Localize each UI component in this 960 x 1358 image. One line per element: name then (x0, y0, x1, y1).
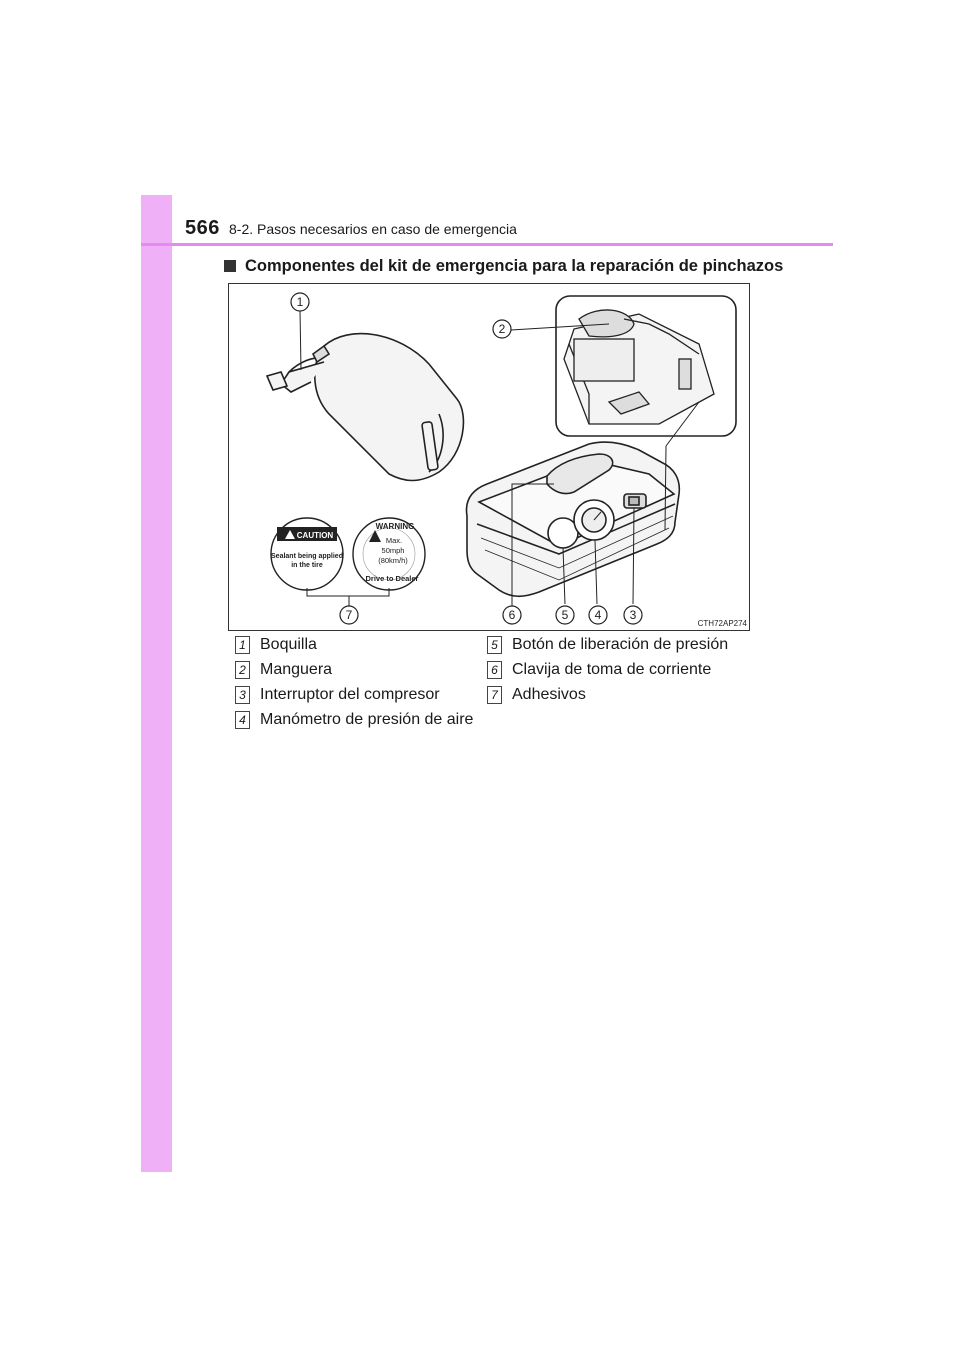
legend-number: 5 (487, 636, 502, 654)
legend-item (235, 661, 332, 679)
legend-item (235, 636, 317, 654)
section-heading (224, 257, 783, 276)
page-number: 566 (185, 217, 220, 239)
side-tab-bar (141, 195, 172, 1172)
sealant-bottle (267, 334, 463, 481)
caution-heading: CAUTION (296, 531, 334, 540)
legend-number: 2 (235, 661, 250, 679)
legend-label: Botón de liberación de presión (512, 636, 729, 653)
callout-5: 5 (561, 608, 569, 622)
legend-item (487, 636, 728, 654)
compressor-unit (466, 442, 679, 596)
header-rule (141, 243, 833, 246)
legend-label: Clavija de toma de corriente (512, 661, 712, 678)
legend-label: Interruptor del compresor (260, 686, 440, 703)
legend-number: 1 (235, 636, 250, 654)
legend-item (487, 661, 711, 679)
legend-number: 4 (235, 711, 250, 729)
caution-line-2: in the tire (291, 562, 323, 569)
square-bullet-icon (224, 260, 236, 272)
warning-heading: WARNING (375, 522, 415, 531)
callout-6: 6 (508, 608, 516, 622)
legend-number: 7 (487, 686, 502, 704)
caution-line-1: Sealant being applied (271, 553, 343, 560)
callout-2: 2 (498, 322, 506, 336)
legend-label: Adhesivos (512, 686, 586, 703)
callout-3: 3 (629, 608, 637, 622)
caution-sticker (271, 518, 343, 590)
hose-detail-inset (511, 296, 736, 436)
legend-label: Manómetro de presión de aire (260, 711, 474, 728)
legend-label: Manguera (260, 661, 333, 678)
callout-1: 1 (296, 295, 304, 309)
section-title-text: Componentes del kit de emergencia para la reparación de pinchazos (245, 257, 784, 275)
warning-line-3: (80km/h) (378, 556, 408, 565)
figure-code: CTH72AP274 (697, 619, 747, 628)
legend-item (487, 686, 586, 704)
warning-line-2: 50mph (381, 546, 405, 555)
warning-line-1: Max. (385, 536, 403, 545)
legend-number: 6 (487, 661, 502, 679)
callout-7: 7 (345, 608, 353, 622)
legend-label: Boquilla (260, 636, 317, 653)
repair-kit-illustration (228, 283, 750, 631)
legend-item (235, 686, 440, 704)
callout-4: 4 (594, 608, 602, 622)
legend-number: 3 (235, 686, 250, 704)
warning-sticker (353, 518, 425, 590)
legend-item (235, 711, 473, 729)
header-section-path: 8-2. Pasos necesarios en caso de emergencia (229, 221, 517, 237)
warning-footer: Drive to Dealer (365, 574, 419, 583)
